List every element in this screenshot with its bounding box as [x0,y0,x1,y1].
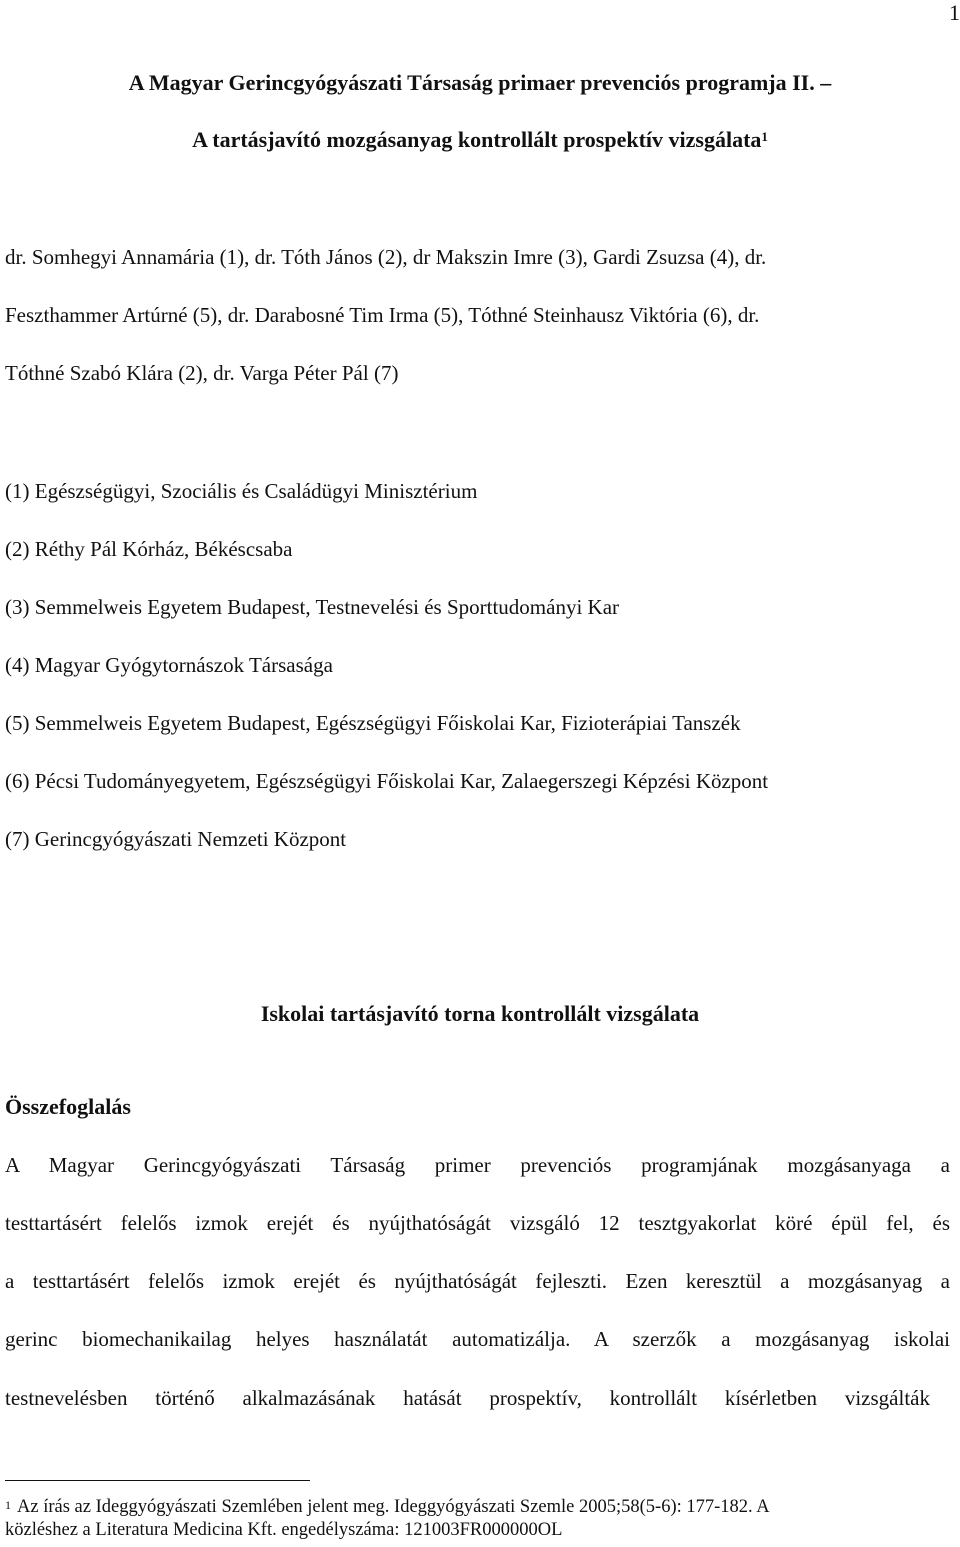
title-line-2 [0,126,960,154]
abstract-heading: Összefoglalás [5,1094,131,1119]
title-line-1: A Magyar Gerincgyógyászati Társaság primaer prevenciós programja II. – [128,70,832,95]
title-footnote-marker: 1 [761,129,768,144]
footnote-separator [5,1480,310,1481]
author-line-1: dr. Somhegyi Annamária (1), dr. Tóth János (2), dr Makszin Imre (3), Gardi Zsuzsa (4), dr. [5,245,767,269]
abstract-line-4: gerinc biomechanikailag helyes használatát automatizálja. A szerzők a mozgásanyag iskolai [5,1327,950,1351]
affiliation-3: (3) Semmelweis Egyetem Budapest, Testnevelési és Sporttudományi Kar [5,595,620,619]
footnote-line-1-text: Az írás az Ideggyógyászati Szemlében jelent meg. Ideggyógyászati Szemle 2005;58(5-6): 177-182. A [17,1497,770,1517]
abstract-line-1: A Magyar Gerincgyógyászati Társaság primer prevenciós programjának mozgásanyaga a [5,1153,950,1177]
affiliation-5: (5) Semmelweis Egyetem Budapest, Egészségügyi Főiskolai Kar, Fizioterápiai Tanszék [5,711,741,735]
abstract-line-5: testnevelésben történő alkalmazásának hatását prospektív, kontrollált kísérletben vizsgálták [5,1386,930,1410]
affiliation-7: (7) Gerincgyógyászati Nemzeti Központ [5,827,347,851]
abstract-line-3: a testtartásért felelős izmok erejét és nyújthatóságát fejleszti. Ezen keresztül a mozgásanyag a [5,1269,950,1293]
affiliation-2: (2) Réthy Pál Kórház, Békéscsaba [5,537,293,561]
footnote-line-1 [5,1496,770,1518]
author-line-3: Tóthné Szabó Klára (2), dr. Varga Péter Pál (7) [5,361,399,385]
footnote-line-2: közléshez a Literatura Medicina Kft. engedélyszáma: 121003FR000000OL [5,1520,563,1540]
affiliation-6: (6) Pécsi Tudományegyetem, Egészségügyi Főiskolai Kar, Zalaegerszegi Képzési Központ [5,769,769,793]
abstract-line-2: testtartásért felelős izmok erejét és nyújthatóságát vizsgáló 12 tesztgyakorlat köré épül fel, és [5,1211,950,1235]
affiliation-1: (1) Egészségügyi, Szociális és Családügyi Minisztérium [5,479,478,503]
author-line-2: Feszthammer Artúrné (5), dr. Darabosné Tim Irma (5), Tóthné Steinhausz Viktória (6), dr. [5,303,760,327]
affiliation-4: (4) Magyar Gyógytornászok Társasága [5,653,333,677]
footnote-marker: 1 [5,1498,11,1512]
page-number: 1 [949,0,960,25]
section-title: Iskolai tartásjavító torna kontrollált vizsgálata [260,1001,700,1026]
title-line-2-text: A tartásjavító mozgásanyag kontrollált prospektív vizsgálata [192,127,762,152]
